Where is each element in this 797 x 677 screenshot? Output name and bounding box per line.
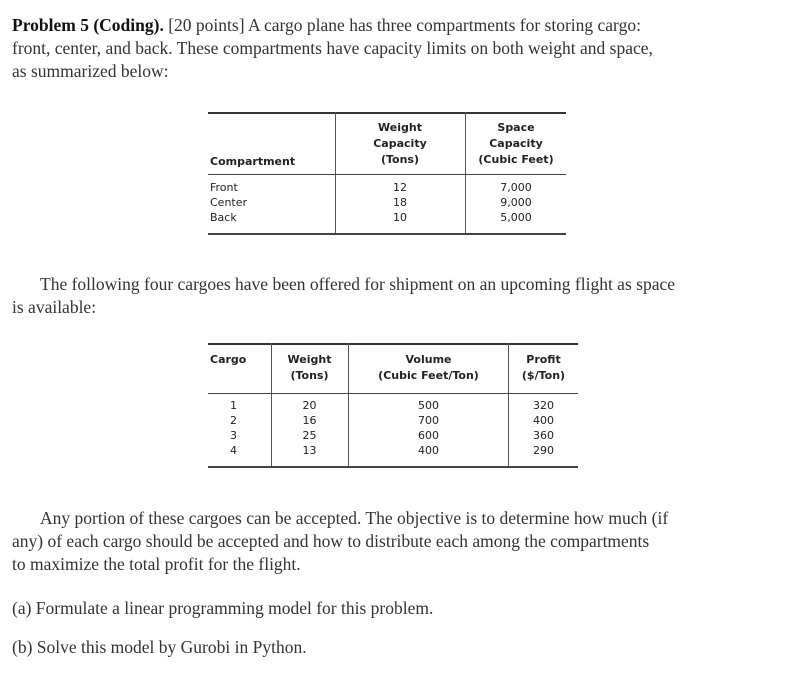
- cargo-ids: [230, 398, 237, 458]
- header-weight: Weight (Tons): [287, 353, 332, 382]
- table-row-cargo-3: 3: [230, 429, 237, 442]
- header-profit: Profit ($/Ton): [521, 353, 566, 382]
- table-top-rule: [208, 343, 578, 345]
- objective-line-3: to maximize the total profit for the flight.: [12, 554, 301, 574]
- table-row-back: Back: [210, 211, 237, 224]
- header-space-capacity: Space Capacity (Cubic Feet): [478, 121, 554, 166]
- compartment-names: [210, 180, 247, 225]
- cargo-intro-line-2: is available:: [12, 297, 97, 317]
- header-weight-capacity: Weight Capacity (Tons): [373, 121, 427, 166]
- cargo-intro: [12, 273, 776, 319]
- table-row-cargo-4: 4: [230, 444, 237, 457]
- intro-line-3: as summarized below:: [12, 61, 169, 81]
- objective-line-2: any) of each cargo should be accepted and how to distribute each among the compartments: [12, 531, 650, 551]
- table-row-cargo-2: 2: [230, 414, 237, 427]
- objective-line-1: Any portion of these cargoes can be accepted. The objective is to determine how much (if: [40, 508, 669, 528]
- cargo-weight-values: 20 16 25 13: [302, 399, 317, 457]
- cargo-volume-values: 500 700 600 400: [418, 399, 439, 457]
- intro-line-2: front, center, and back. These compartments have capacity limits on both weight and space,: [12, 38, 653, 58]
- header-volume: Volume (Cubic Feet/Ton): [378, 353, 479, 382]
- cargo-profit-values: 320 400 360 290: [533, 399, 554, 457]
- header-compartment: Compartment: [210, 155, 296, 168]
- table-bottom-rule: [208, 233, 566, 235]
- table-header-rule: [208, 174, 566, 175]
- problem-intro: [12, 14, 776, 83]
- cargo-intro-line-1: The following four cargoes have been offered for shipment on an upcoming flight as space: [40, 274, 675, 294]
- intro-text-1: A cargo plane has three compartments for storing cargo:: [247, 15, 641, 35]
- table-header-rule: [208, 393, 578, 394]
- space-capacity-values: 7,000 9,000 5,000: [500, 181, 532, 224]
- table-row-cargo-1: 1: [230, 399, 237, 412]
- problem-heading: Problem 5 (Coding).: [12, 15, 164, 35]
- table-row-center: Center: [210, 196, 248, 209]
- table-bottom-rule: [208, 466, 578, 468]
- objective-paragraph: [12, 507, 776, 576]
- problem-points: [20 points]: [168, 15, 245, 35]
- table-row-front: Front: [210, 181, 238, 194]
- weight-capacity-values: 12 18 10: [393, 181, 407, 224]
- intro-line-1: [12, 14, 776, 37]
- task-b: (b) Solve this model by Gurobi in Python.: [12, 637, 307, 657]
- header-cargo: Cargo: [210, 353, 247, 366]
- task-a: (a) Formulate a linear programming model for this problem.: [12, 598, 434, 618]
- table-top-rule: [208, 112, 566, 114]
